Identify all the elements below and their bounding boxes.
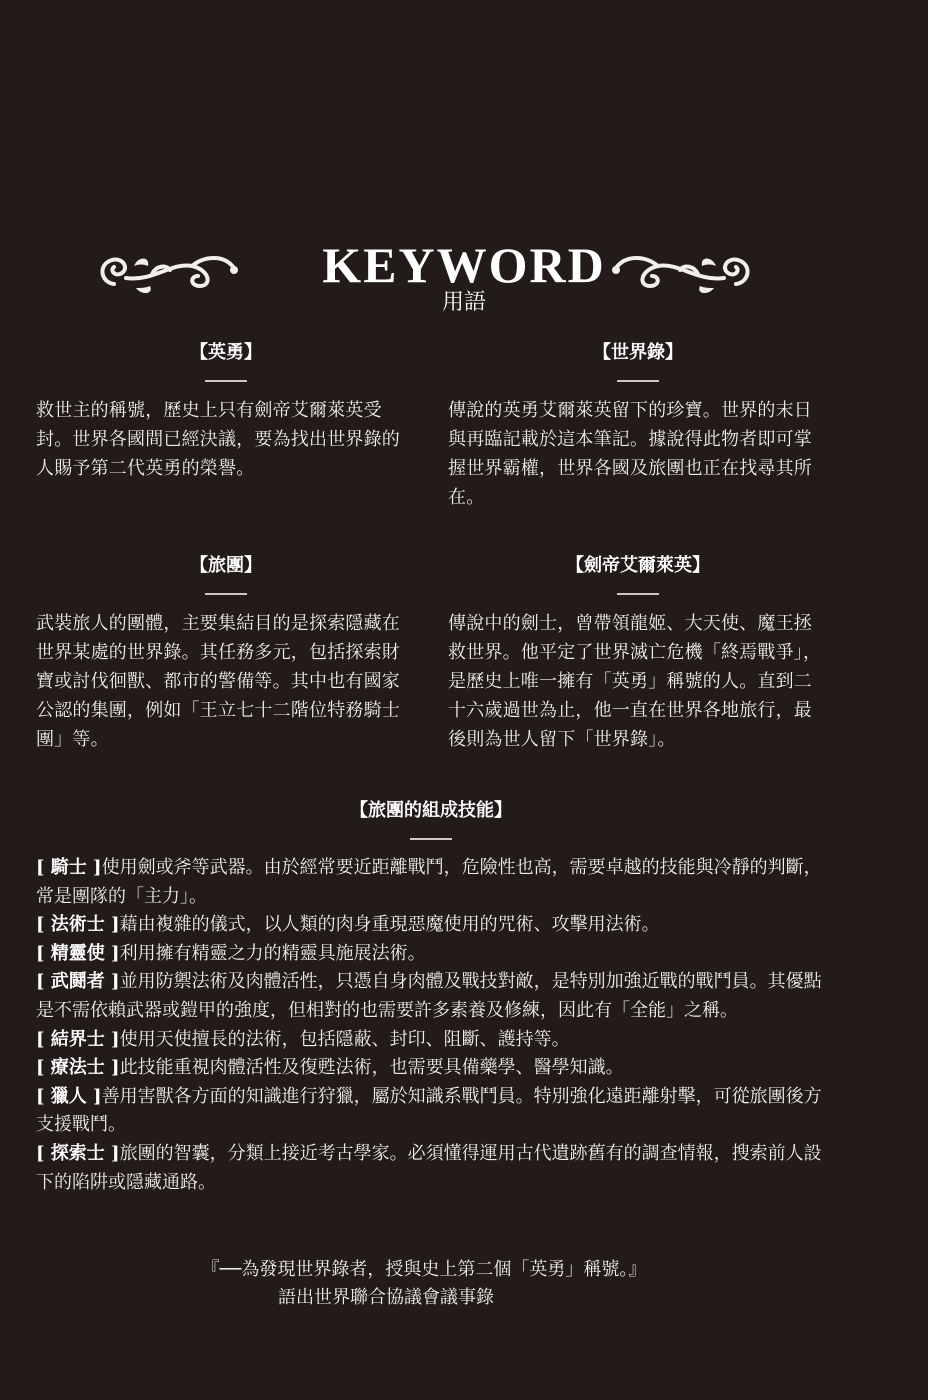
- skills-heading: 【旅團的組成技能】: [350, 800, 512, 821]
- term-heading: 【旅團】: [190, 555, 262, 576]
- skill-description: 旅團的智囊，分類上接近考古學家。必須懂得運用古代遺跡舊有的調查情報，搜索前人設下的陷阱或隱藏通路。: [36, 1142, 822, 1193]
- right-scroll-ornament-icon: [608, 244, 758, 300]
- skill-name: [ 療法士 ]: [36, 1057, 120, 1079]
- skill-item-hunter: [36, 1083, 826, 1140]
- skill-name: [ 武鬪者 ]: [36, 971, 120, 993]
- skill-name: [ 結界士 ]: [36, 1028, 120, 1050]
- skill-item-knight: [36, 854, 826, 911]
- keyword-title: KEYWORD: [322, 237, 606, 293]
- divider: [205, 380, 247, 382]
- skill-description: 善用害獸各方面的知識進行狩獵，屬於知識系戰鬥員。特別強化遠距離射擊，可從旅團後方支援戰鬥。: [36, 1085, 822, 1136]
- keyword-header: [0, 238, 928, 318]
- divider: [410, 838, 452, 840]
- skill-name: [ 法術士 ]: [36, 914, 120, 936]
- quote-text: 『──為發現世界錄者，授與史上第二個「英勇」稱號。』: [201, 1259, 647, 1280]
- term-world-record: [448, 340, 828, 512]
- skill-item-sorcerer: [36, 911, 826, 940]
- skill-description: 藉由複雜的儀式，以人類的肉身重現惡魔使用的咒術、攻擊用法術。: [119, 914, 660, 936]
- skill-item-fighter: [36, 968, 826, 1025]
- term-heroism: [36, 340, 416, 483]
- skill-description: 並用防禦法術及肉體活性，只憑自身肉體及戰技對敵，是特別加強近戰的戰鬥員。其優點是不需依賴武器或鎧甲的強度，但相對的也需要許多素養及修練，因此有「全能」之稱。: [36, 971, 822, 1021]
- term-brigade: [36, 553, 416, 754]
- skill-item-barrier-master: [36, 1026, 826, 1055]
- term-heading: 【世界錄】: [593, 342, 683, 363]
- term-heading: 【劍帝艾爾萊英】: [566, 555, 710, 576]
- skill-item-healer: [36, 1054, 826, 1083]
- skill-description: 此技能重視肉體活性及復甦法術，也需要具備藥學、醫學知識。: [119, 1057, 624, 1079]
- divider: [617, 380, 659, 382]
- quote-source: 語出世界聯合協議會議事錄: [278, 1287, 494, 1308]
- term-description: 傳說中的劍士，曾帶領龍姬、大天使、魔王拯救世界。他平定了世界滅亡危機「終焉戰爭」，是歷史上唯一擁有「英勇」稱號的人。直到二十六歲過世為止，他一直在世界各地旅行，最後則為世人留下「世界錄」。: [448, 613, 822, 750]
- skill-description: 利用擁有精靈之力的精靈具施展法術。: [119, 942, 426, 964]
- term-description: 武裝旅人的團體，主要集結目的是探索隱藏在世界某處的世界錄。其任務多元，包括探索財寶或討伐徊獸、都市的警備等。其中也有國家公認的集團，例如「王立七十二階位特務騎士團」等。: [36, 613, 400, 750]
- skill-item-explorer: [36, 1140, 826, 1197]
- skill-name: [ 精靈使 ]: [36, 942, 120, 964]
- keyword-subtitle: 用語: [441, 290, 486, 315]
- skill-name: [ 獵人 ]: [36, 1085, 102, 1107]
- term-heading: 【英勇】: [190, 342, 262, 363]
- term-sword-emperor: [448, 553, 828, 754]
- divider: [617, 593, 659, 595]
- skill-name: [ 騎士 ]: [36, 857, 102, 878]
- skill-name: [ 探索士 ]: [36, 1142, 120, 1164]
- brigade-skills-section: [36, 798, 826, 1197]
- skill-description: 使用劍或斧等武器。由於經常要近距離戰鬥，危險性也高，需要卓越的技能與冷靜的判斷，常是團隊的「主力」。: [36, 857, 822, 907]
- term-description: 傳說的英勇艾爾萊英留下的珍寶。世界的末日與再臨記載於這本筆記。據說得此物者即可掌握世界霸權，世界各國及旅團也正在找尋其所在。: [448, 400, 812, 508]
- skill-item-spirit-user: [36, 940, 826, 969]
- skill-list: [36, 854, 826, 1197]
- skill-description: 使用天使擅長的法術，包括隱蔽、封印、阻斷、護持等。: [119, 1028, 570, 1050]
- term-description: 救世主的稱號，歷史上只有劍帝艾爾萊英受封。世界各國間已經決議，要為找出世界錄的人賜予第二代英勇的榮譽。: [36, 400, 400, 479]
- divider: [205, 593, 247, 595]
